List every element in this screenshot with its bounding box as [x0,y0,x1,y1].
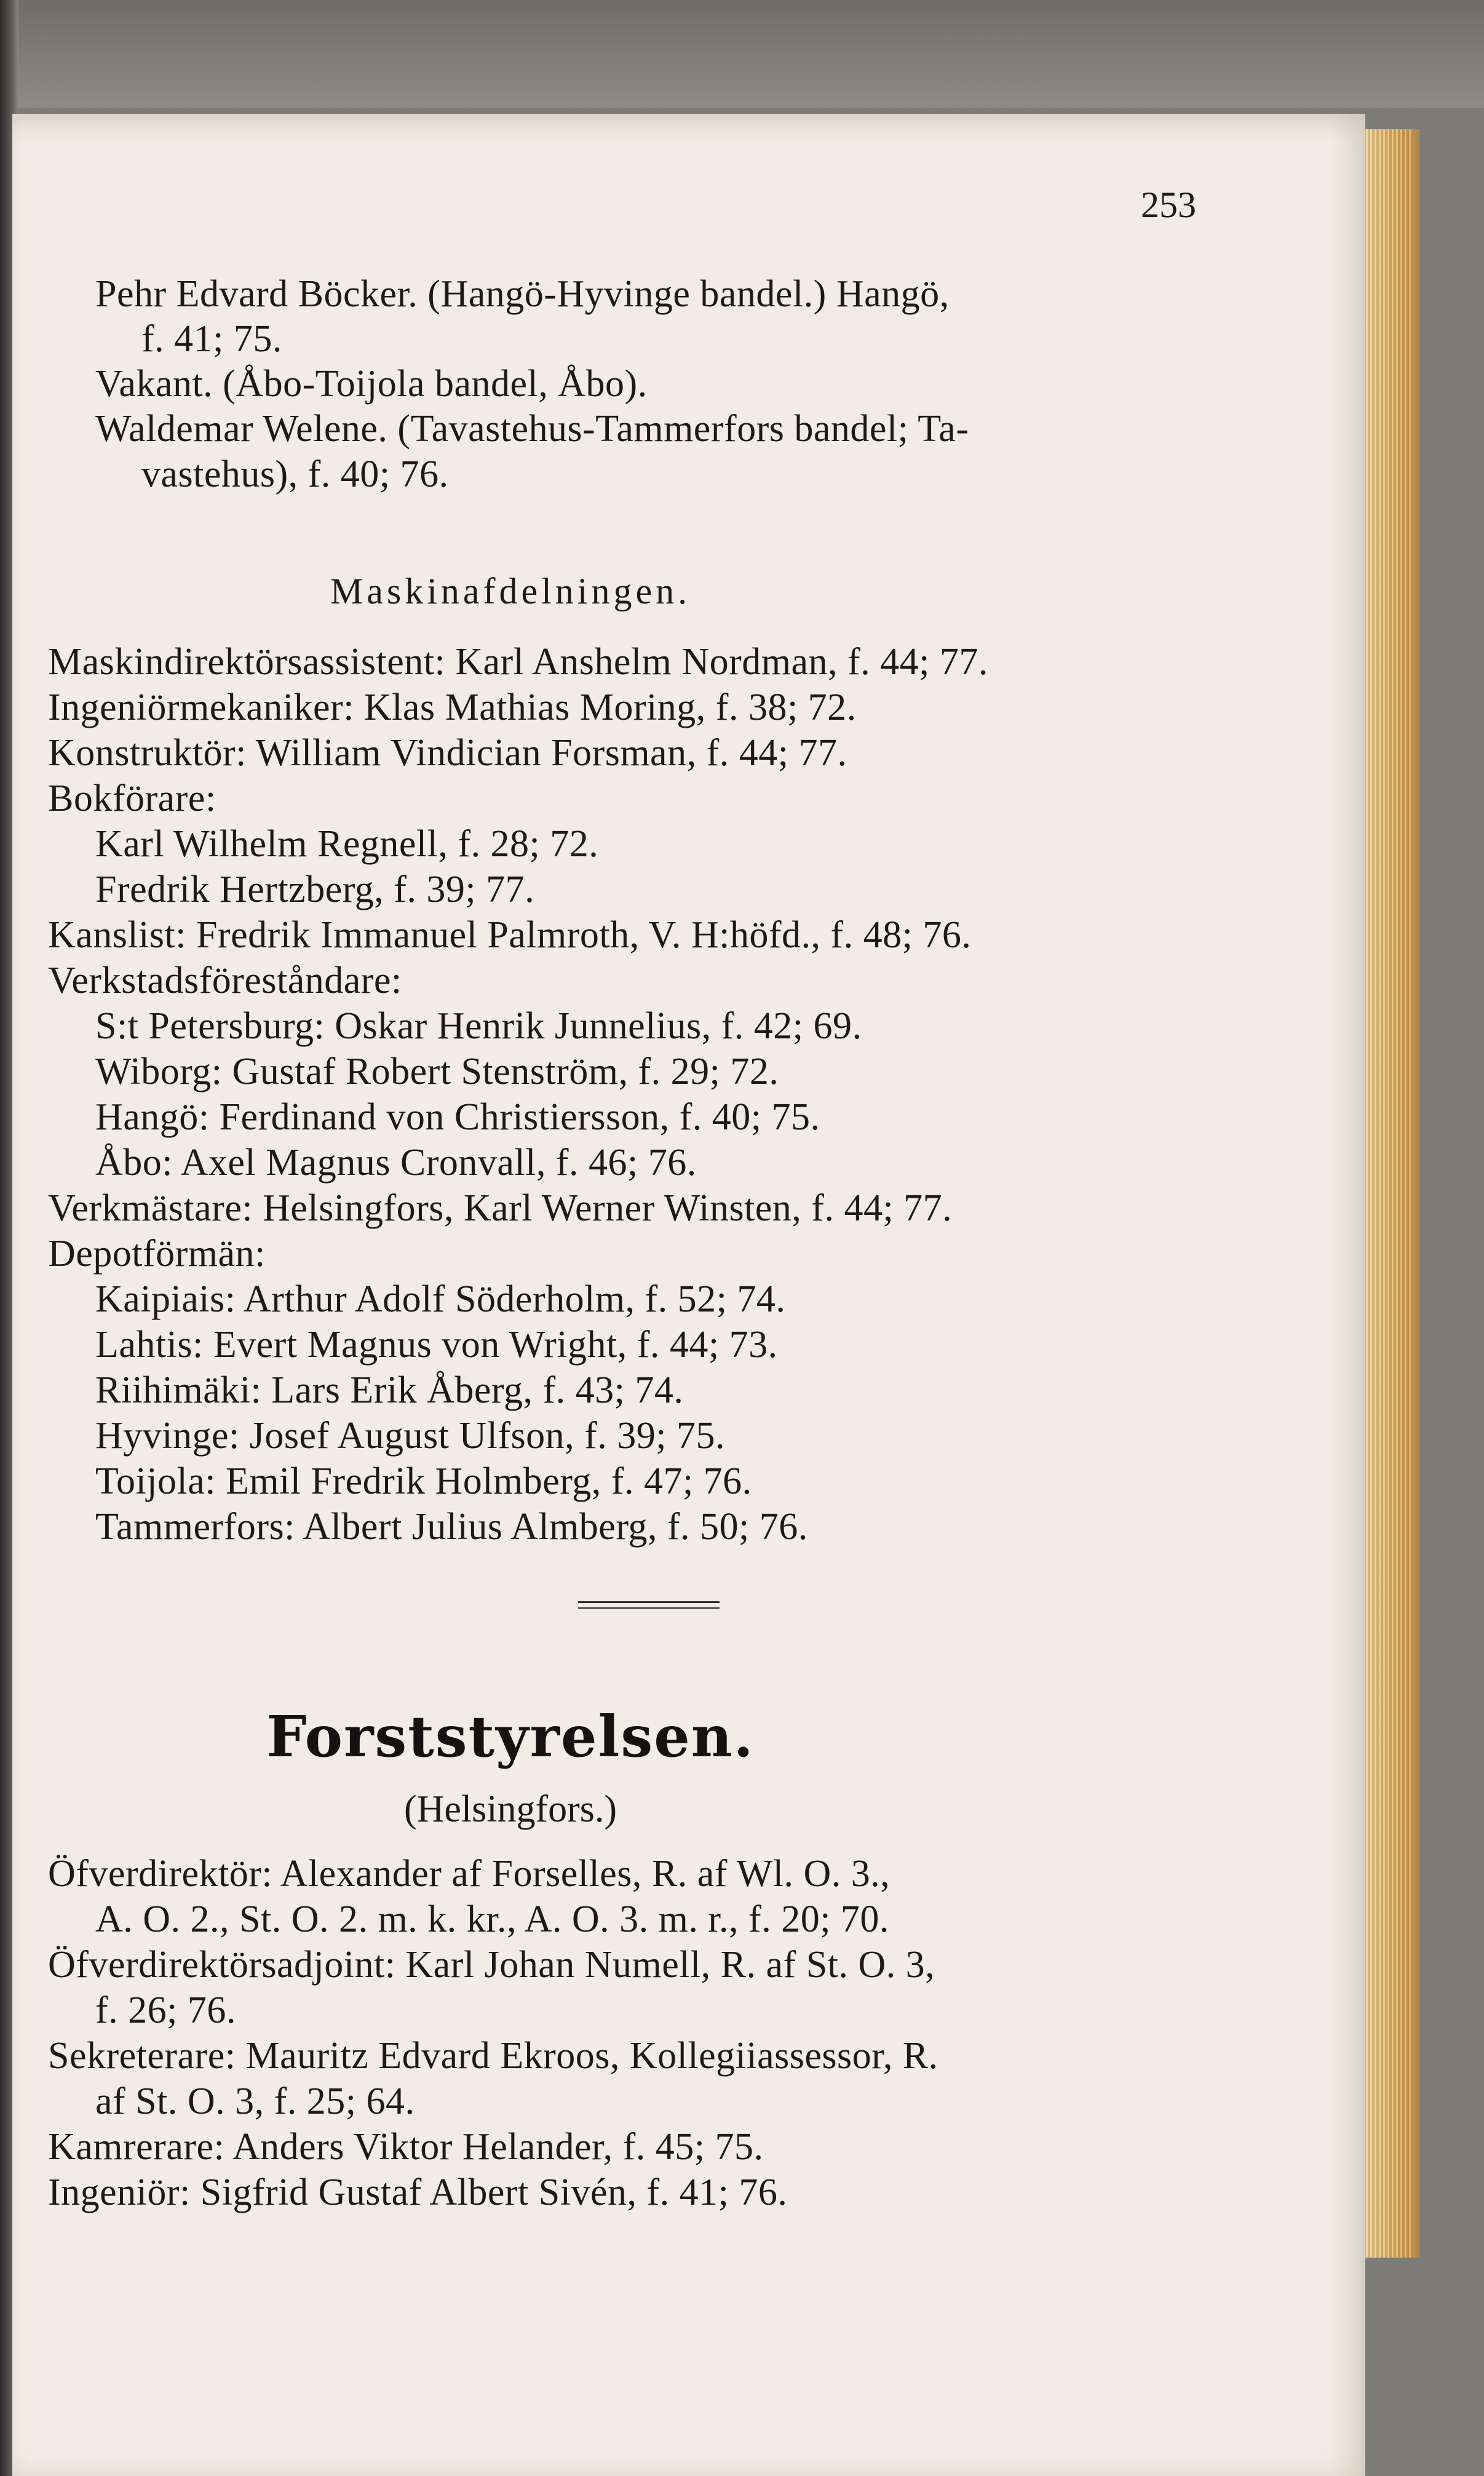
entry-line: Öfverdirektörsadjoint: Karl Johan Numell, R. af St. O. 3, [48,1944,935,1986]
entry-line: Pehr Edvard Böcker. (Hangö-Hyvinge bandel.) Hangö, [95,273,950,315]
scan-background-top [0,0,1484,108]
entry-line: Kanslist: Fredrik Immanuel Palmroth, V. H:höfd., f. 48; 76. [48,914,972,956]
entry-line: vastehus), f. 40; 76. [141,453,449,495]
page-text-area [12,114,1365,2476]
entry-line: Kamrerare: Anders Viktor Helander, f. 45; 75. [48,2126,764,2168]
entry-line: Waldemar Welene. (Tavastehus-Tammerfors bandel; Ta- [95,408,969,450]
section-subtitle: (Helsingfors.) [403,1788,617,1830]
entry-line: S:t Petersburg: Oskar Henrik Junnelius, f. 42; 69. [95,1005,862,1047]
entry-line: f. 41; 75. [141,318,282,360]
section-heading-maskinafdelningen: Maskinafdelningen. [330,571,691,611]
entry-line: Lahtis: Evert Magnus von Wright, f. 44; 73. [95,1324,778,1366]
section-title-forststyrelsen: Forststyrelsen. [266,1703,755,1770]
entry-line: Riihimäki: Lars Erik Åberg, f. 43; 74. [95,1369,684,1411]
entry-line: Ingeniör: Sigfrid Gustaf Albert Sivén, f. 41; 76. [48,2171,788,2213]
entry-line: Fredrik Hertzberg, f. 39; 77. [95,869,535,910]
entry-line: Wiborg: Gustaf Robert Stenström, f. 29; 72. [95,1051,779,1093]
entry-line: Öfverdirektör: Alexander af Forselles, R. af Wl. O. 3., [48,1853,891,1895]
entry-line: f. 26; 76. [95,1989,236,2031]
entry-line: Sekreterare: Mauritz Edvard Ekroos, Kollegiiassessor, R. [48,2035,938,2077]
entry-line: Verkmästare: Helsingfors, Karl Werner Winsten, f. 44; 77. [48,1187,953,1229]
entry-line: Hyvinge: Josef August Ulfson, f. 39; 75. [95,1415,726,1457]
entry-line: Verkstadsföreståndare: [48,960,402,1001]
entry-line: Karl Wilhelm Regnell, f. 28; 72. [95,823,599,865]
entry-line: Bokförare: [48,778,216,819]
entry-line: Ingeniörmekaniker: Klas Mathias Moring, f. 38; 72. [48,687,857,728]
entry-line: Tammerfors: Albert Julius Almberg, f. 50; 76. [95,1506,808,1548]
page-number: 253 [1141,185,1196,225]
entry-line: Åbo: Axel Magnus Cronvall, f. 46; 76. [95,1142,697,1184]
entry-line: Toijola: Emil Fredrik Holmberg, f. 47; 76. [95,1460,752,1502]
entry-line: Vakant. (Åbo-Toijola bandel, Åbo). [95,363,648,405]
entry-line: af St. O. 3, f. 25; 64. [95,2080,415,2122]
entry-line: Maskindirektörsassistent: Karl Anshelm Nordman, f. 44; 77. [48,641,988,683]
entry-line: Depotförmän: [48,1233,266,1275]
entry-line: Hangö: Ferdinand von Christiersson, f. 40; 75. [95,1096,820,1138]
entry-line: Konstruktör: William Vindician Forsman, f. 44; 77. [48,732,847,774]
section-divider-rule [578,1601,720,1609]
book-page [12,114,1365,2476]
entry-line: Kaipiais: Arthur Adolf Söderholm, f. 52; 74. [95,1278,786,1320]
entry-line: A. O. 2., St. O. 2. m. k. kr., A. O. 3. m. r., f. 20; 70. [95,1898,889,1940]
